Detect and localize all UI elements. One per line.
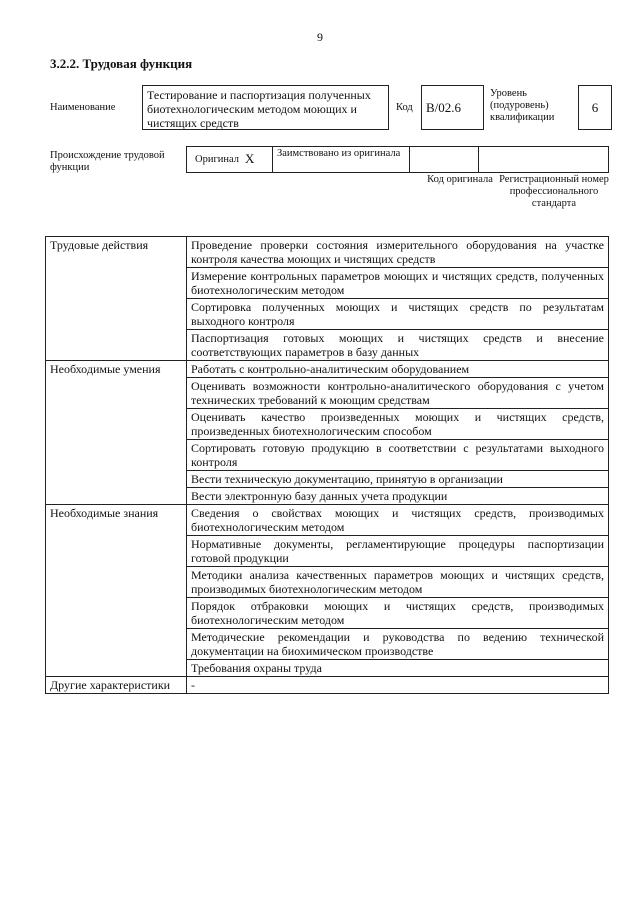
page-number: 9 (317, 30, 323, 44)
reg-number-cell (478, 146, 609, 173)
original-code-cell (409, 146, 479, 173)
other-characteristics-label: Другие характеристики (46, 677, 187, 694)
skill-item: Работать с контрольно-аналитическим оборудованием (187, 361, 609, 378)
skill-item: Сортировать готовую продукцию в соответствии с результатами выходного контроля (187, 440, 609, 471)
required-knowledge-label: Необходимые знания (46, 505, 187, 677)
knowledge-item: Нормативные документы, регламентирующие процедуры паспортизации готовой продукции (187, 536, 609, 567)
level-label: Уровень (подуровень) квалификации (490, 88, 555, 123)
level-value-box: 6 (578, 85, 612, 130)
borrowed-label: Заимствовано из оригинала (272, 146, 410, 173)
knowledge-item: Методики анализа качественных параметров моющих и чистящих средств, производимых биотехнологическим методом (187, 567, 609, 598)
skill-item: Оценивать возможности контрольно-аналитического оборудования с учетом технических требований к моющим средствам (187, 378, 609, 409)
function-name-box: Тестирование и паспортизация полученных биотехнологическим методом моющих и чистящих средств (142, 85, 389, 130)
labor-action-item: Сортировка полученных моющих и чистящих средств по результатам выходного контроля (187, 299, 609, 330)
origin-label: Происхождение трудовой функции (50, 150, 165, 173)
labor-action-item: Измерение контрольных параметров моющих и чистящих средств, полученных биотехнологическим методом (187, 268, 609, 299)
origin-grid (186, 146, 612, 173)
labor-action-item: Проведение проверки состояния измерительного оборудования на участке контроля качества моющих и чистящих средств (187, 237, 609, 268)
code-value-box: В/02.6 (421, 85, 484, 130)
skill-item: Вести электронную базу данных учета продукции (187, 488, 609, 505)
code-label: Код (396, 102, 413, 113)
knowledge-item: Сведения о свойствах моющих и чистящих средств, производимых биотехнологическим методом (187, 505, 609, 536)
table-row (46, 361, 609, 378)
table-row (46, 677, 609, 694)
original-label: Оригинал (186, 146, 242, 173)
knowledge-item: Методические рекомендации и руководства по ведению технической документации на биохимическом производстве (187, 629, 609, 660)
original-mark: X (241, 146, 273, 173)
other-characteristics-value: - (187, 677, 609, 694)
labor-actions-label: Трудовые действия (46, 237, 187, 361)
labor-action-item: Паспортизация готовых моющих и чистящих средств и внесение соответствующих параметров в базу данных (187, 330, 609, 361)
reg-number-caption: Регистрационный номер профессионального стандарта (499, 174, 609, 209)
skill-item: Оценивать качество произведенных моющих и чистящих средств, произведенных биотехнологическим способом (187, 409, 609, 440)
knowledge-item: Требования охраны труда (187, 660, 609, 677)
skill-item: Вести техническую документацию, принятую в организации (187, 471, 609, 488)
section-title: 3.2.2. Трудовая функция (50, 56, 193, 71)
table-row (46, 505, 609, 536)
name-label: Наименование (50, 102, 116, 113)
code-original-caption: Код оригинала (427, 174, 493, 185)
function-details-table (45, 236, 609, 694)
knowledge-item: Порядок отбраковки моющих и чистящих средств, производимых биотехнологическим методом (187, 598, 609, 629)
required-skills-label: Необходимые умения (46, 361, 187, 505)
table-row (46, 237, 609, 268)
